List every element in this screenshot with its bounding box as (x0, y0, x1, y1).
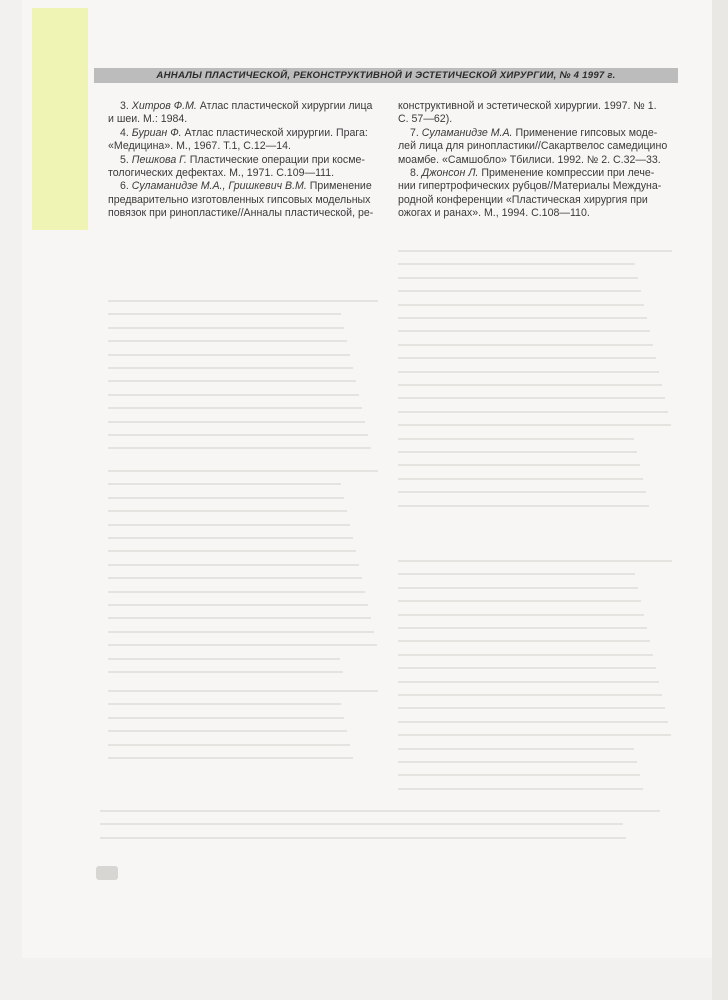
show-through-line (398, 357, 656, 359)
reference-text: «Медицина». М., 1967. Т.1, С.12—14. (108, 140, 291, 153)
reference-line (398, 194, 672, 207)
reference-text: ожогах и ранах». М., 1994. С.108—110. (398, 207, 590, 220)
show-through-line (398, 614, 644, 616)
reference-number: 5. (120, 153, 132, 166)
show-through-line (398, 761, 637, 763)
reference-text: тологических дефектах. М., 1971. С.109—111. (108, 167, 335, 180)
reference-text: предварительно изготовленных гипсовых модельных (108, 193, 371, 206)
show-through-line (100, 810, 660, 812)
reference-number: 3. (120, 100, 132, 112)
show-through-line (398, 640, 650, 642)
reference-line (398, 140, 672, 153)
reference-author: Хитров Ф.М. (131, 100, 197, 112)
show-through-line (108, 421, 365, 423)
show-through-line (398, 721, 668, 723)
show-through-line (108, 497, 344, 499)
reference-author: Суламанидзе М.А., Гришкевич В.М. (131, 180, 307, 193)
show-through-line (108, 730, 347, 732)
reference-line (108, 154, 378, 167)
show-through-line (108, 367, 353, 369)
reference-text: С. 57—62). (398, 113, 453, 126)
show-through-line (398, 397, 665, 399)
show-through-line (108, 671, 343, 673)
show-through-line (398, 627, 647, 629)
references-right-column (398, 100, 672, 221)
show-through-line (398, 748, 634, 750)
show-through-line (398, 505, 649, 507)
show-through-line (108, 537, 353, 539)
show-through-line (108, 591, 365, 593)
page-edge-shadow (712, 0, 728, 1000)
show-through-line (398, 277, 638, 279)
journal-header-bar (94, 68, 678, 83)
reference-line (108, 100, 378, 113)
reference-number: 7. (410, 126, 422, 139)
reference-line (108, 127, 378, 140)
reference-text: конструктивной и эстетической хирургии. 1997. № 1. (398, 100, 657, 112)
reference-author: Пешкова Г. (131, 153, 187, 166)
show-through-line (398, 560, 672, 562)
sticky-note (32, 8, 88, 230)
show-through-line (108, 313, 341, 315)
show-through-line (398, 654, 653, 656)
page-number-smudge (96, 866, 118, 880)
references-left-column (108, 100, 378, 221)
show-through-line (398, 451, 637, 453)
show-through-line (108, 407, 362, 409)
show-through-line (398, 263, 635, 265)
reference-author: Буриан Ф. (131, 126, 182, 139)
reference-text: моамбе. «Самшобло» Тбилиси. 1992. № 2. С.32—33. (398, 153, 661, 166)
reference-line (398, 113, 672, 126)
show-through-line (398, 788, 643, 790)
reference-text: лей лица для ринопластики//Сакартвелос самедицино (398, 140, 668, 153)
show-through-line (108, 300, 378, 302)
show-through-line (108, 690, 378, 692)
show-through-line (108, 327, 344, 329)
show-through-line (108, 717, 344, 719)
show-through-line (398, 694, 662, 696)
show-through-line (108, 470, 378, 472)
show-through-line (108, 483, 341, 485)
reference-text: Применение (306, 180, 372, 193)
reference-line (108, 194, 378, 207)
show-through-line (108, 617, 371, 619)
reference-line (398, 100, 672, 113)
show-through-line (398, 573, 635, 575)
show-through-line (108, 644, 377, 646)
reference-author: Суламанидзе М.А. (421, 126, 513, 139)
show-through-line (108, 604, 368, 606)
show-through-line (398, 371, 659, 373)
show-through-line (108, 447, 371, 449)
show-through-line (108, 577, 362, 579)
show-through-line (108, 354, 350, 356)
reference-text: повязок при ринопластике//Анналы пластической, ре- (108, 207, 374, 220)
show-through-line (108, 757, 353, 759)
reference-line (398, 154, 672, 167)
show-through-line (398, 491, 646, 493)
reference-text: Применение гипсовых моде- (512, 126, 658, 139)
show-through-line (398, 344, 653, 346)
reference-number: 4. (120, 126, 132, 139)
show-through-line (398, 681, 659, 683)
show-through-line (398, 304, 644, 306)
reference-line (398, 180, 672, 193)
show-through-line (108, 550, 356, 552)
reference-number: 6. (120, 180, 132, 193)
reference-text: родной конференции «Пластическая хирургия при (398, 193, 648, 206)
reference-text: Применение компрессии при лече- (478, 167, 655, 180)
show-through-line (398, 411, 668, 413)
show-through-line (398, 774, 640, 776)
show-through-line (398, 317, 647, 319)
reference-line (108, 140, 378, 153)
reference-line (398, 207, 672, 220)
reference-number: 8. (410, 167, 422, 180)
reference-line (108, 180, 378, 193)
show-through-line (100, 823, 623, 825)
show-through-line (398, 667, 656, 669)
show-through-line (398, 734, 671, 736)
show-through-line (398, 438, 634, 440)
reference-line (108, 207, 378, 220)
show-through-line (398, 330, 650, 332)
show-through-line (108, 434, 368, 436)
show-through-line (398, 707, 665, 709)
reference-author: Джонсон Л. (421, 167, 479, 180)
show-through-line (398, 587, 638, 589)
show-through-line (100, 837, 626, 839)
show-through-line (108, 631, 374, 633)
show-through-line (398, 600, 641, 602)
reference-line (108, 113, 378, 126)
journal-header-title: АННАЛЫ ПЛАСТИЧЕСКОЙ, РЕКОНСТРУКТИВНОЙ И ЭСТЕТИЧЕСКОЙ ХИРУРГИИ, № 4 1997 г. (156, 70, 616, 81)
show-through-line (108, 394, 359, 396)
show-through-line (398, 290, 641, 292)
reference-text: Пластические операции при космe- (186, 153, 365, 166)
show-through-line (398, 464, 640, 466)
show-through-line (108, 340, 347, 342)
reference-line (398, 127, 672, 140)
show-through-line (398, 478, 643, 480)
show-through-line (108, 524, 350, 526)
show-through-line (108, 744, 350, 746)
show-through-line (398, 250, 672, 252)
show-through-line (108, 658, 340, 660)
reference-text: и шеи. М.: 1984. (108, 113, 188, 126)
reference-text: Атлас пластической хирургии. Прага: (181, 126, 368, 139)
reference-line (108, 167, 378, 180)
show-through-line (398, 424, 671, 426)
reference-line (398, 167, 672, 180)
show-through-line (398, 384, 662, 386)
show-through-line (108, 703, 341, 705)
reference-text: нии гипертрофических рубцов//Материалы Междуна- (398, 180, 662, 193)
show-through-line (108, 564, 359, 566)
show-through-line (108, 510, 347, 512)
show-through-line (108, 380, 356, 382)
reference-text: Атлас пластической хирургии лица (196, 100, 373, 112)
